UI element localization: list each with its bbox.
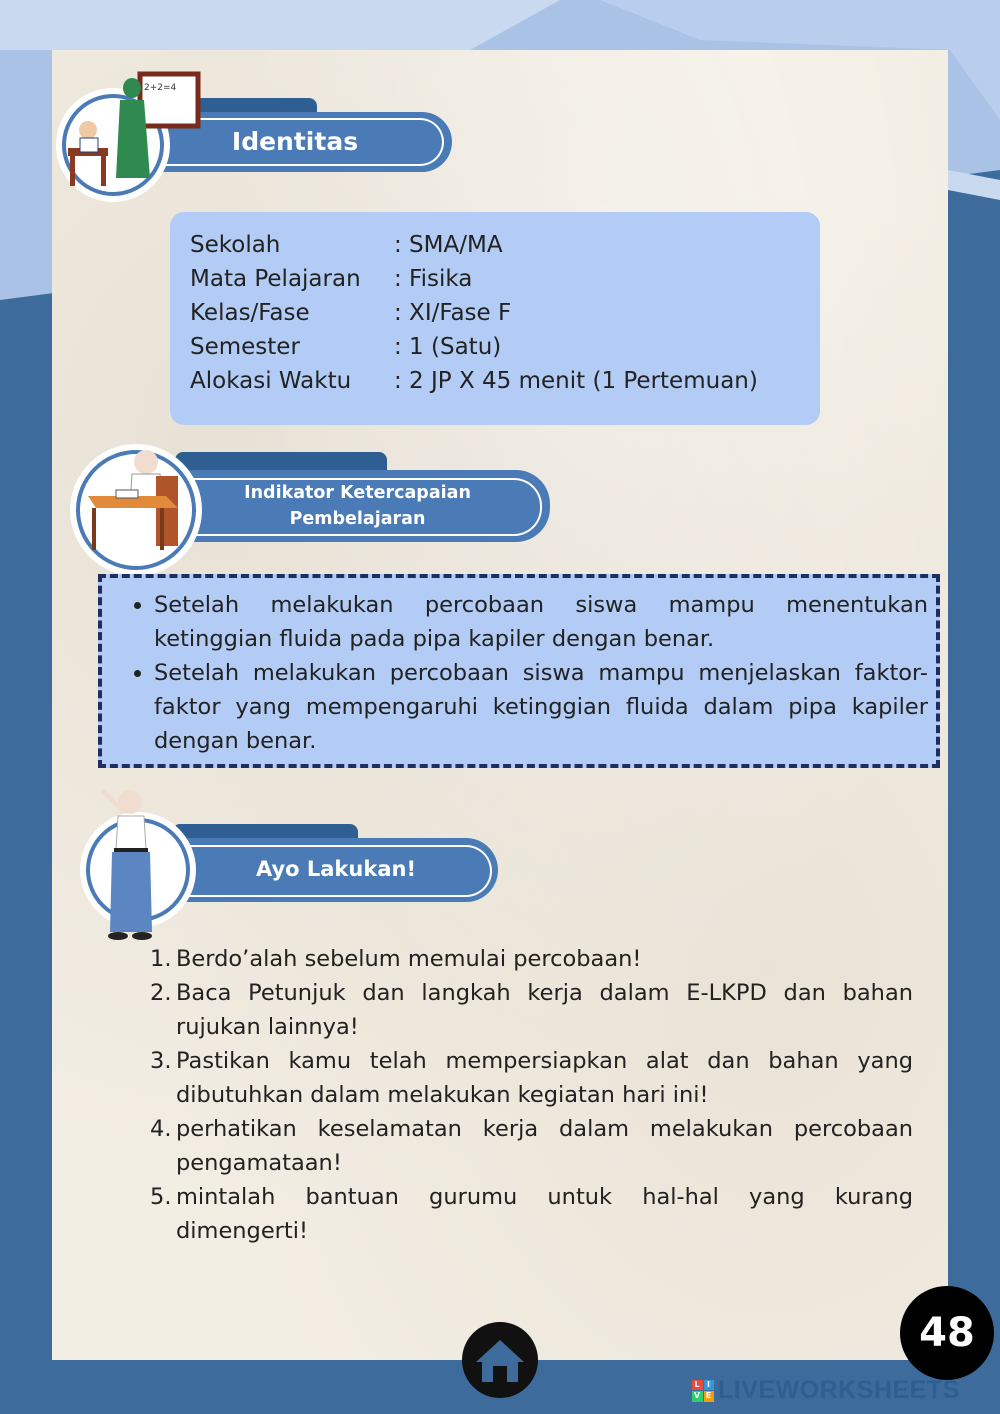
ayo-title: Ayo Lakukan!: [255, 857, 417, 882]
home-icon: [462, 1322, 538, 1398]
step-number: 2.: [150, 980, 172, 1006]
step-text: perhatikan keselamatan kerja dalam melakukan percobaan pengamataan!: [176, 1116, 913, 1176]
row-value: : Fisika: [394, 266, 473, 292]
step-number: 5.: [150, 1184, 172, 1210]
liveworksheets-logo: [692, 1376, 960, 1405]
identitas-row: [190, 368, 758, 394]
row-value: : 1 (Satu): [394, 334, 502, 360]
home-button[interactable]: [462, 1322, 538, 1398]
row-label: Alokasi Waktu: [190, 368, 352, 394]
row-label: Kelas/Fase: [190, 300, 310, 326]
row-label: Mata Pelajaran: [190, 266, 361, 292]
student-standing-icon: [92, 782, 172, 944]
board-text: 2+2=4: [144, 83, 177, 93]
row-label: Semester: [190, 334, 300, 360]
indikator-box: [98, 574, 940, 768]
step-number: 3.: [150, 1048, 172, 1074]
row-label: Sekolah: [190, 232, 281, 258]
list-item: [150, 976, 913, 1044]
indikator-item: • Setelah melakukan percobaan siswa mampu menentukan ketinggian fluida pada pipa kapiler dengan benar.: [154, 588, 928, 656]
identitas-row: [190, 334, 501, 360]
student-writing-icon: [86, 446, 186, 556]
row-value: : 2 JP X 45 menit (1 Pertemuan): [394, 368, 758, 394]
step-number: 4.: [150, 1116, 172, 1142]
step-text: mintalah bantuan gurumu untuk hal-hal yang kurang dimengerti!: [176, 1184, 913, 1244]
row-value: : SMA/MA: [394, 232, 503, 258]
list-item: [150, 1044, 913, 1112]
identitas-row: [190, 266, 472, 292]
identitas-row: [190, 232, 503, 258]
list-item: [150, 1180, 913, 1248]
indikator-list: [102, 578, 936, 758]
page-number: 48: [900, 1286, 994, 1380]
step-text: Baca Petunjuk dan langkah kerja dalam E-LKPD dan bahan rujukan lainnya!: [176, 980, 913, 1040]
indikator-title-line2: Pembelajaran: [289, 509, 426, 529]
steps-list: [150, 942, 913, 1248]
brand-name: LIVEWORKSHEETS: [718, 1376, 960, 1404]
list-item: [150, 942, 913, 976]
identitas-title: Identitas: [231, 127, 359, 157]
identitas-row: [190, 300, 511, 326]
indikator-title-line1: Indikator Ketercapaian: [244, 482, 471, 503]
step-number: 1.: [150, 946, 172, 972]
step-text: Berdo’alah sebelum memulai percobaan!: [176, 946, 642, 972]
teacher-classroom-icon: [60, 66, 205, 201]
step-text: Pastikan kamu telah mempersiapkan alat dan bahan yang dibutuhkan dalam melakukan kegiatan hari ini!: [176, 1048, 913, 1108]
brand-logo-icon: L I V E: [692, 1380, 714, 1402]
row-value: : XI/Fase F: [394, 300, 512, 326]
identitas-box: [170, 212, 820, 425]
list-item: [150, 1112, 913, 1180]
indikator-item: • Setelah melakukan percobaan siswa mampu menjelaskan faktor-faktor yang mempengaruhi ketinggian fluida dalam pipa kapiler dengan benar.: [154, 656, 928, 758]
